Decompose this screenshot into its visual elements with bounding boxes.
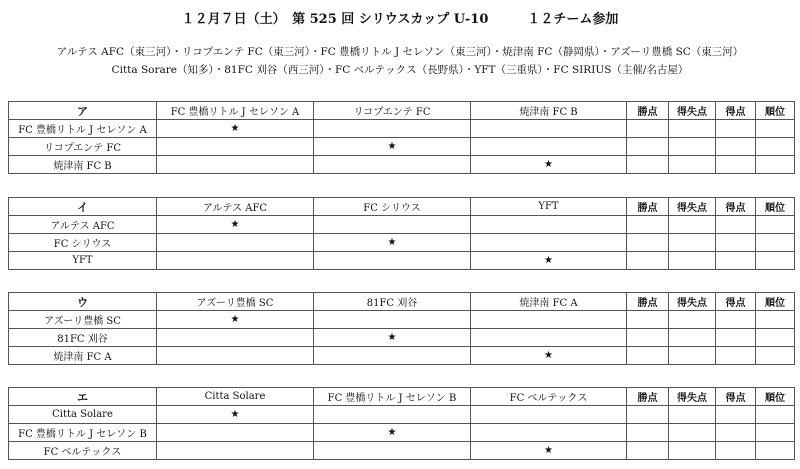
stat-cell	[669, 347, 716, 365]
stat-cell	[627, 216, 669, 234]
group-name: ア	[9, 102, 157, 120]
stat-header: 得点	[716, 198, 756, 216]
star-icon: ★	[544, 350, 553, 361]
table-row	[9, 442, 795, 460]
stat-header: 勝点	[627, 388, 669, 406]
group-table	[8, 197, 795, 270]
match-cell	[314, 311, 471, 329]
stat-header: 順位	[756, 388, 795, 406]
stat-header: 得失点	[669, 388, 716, 406]
self-match-cell	[471, 442, 627, 460]
match-cell	[157, 424, 314, 442]
stat-cell	[669, 138, 716, 156]
page-title: １２月７日（土） 第 525 回 シリウスカップ U-10 １２チーム参加	[181, 12, 619, 27]
column-team-name: YFT	[471, 198, 627, 216]
stat-cell	[716, 406, 756, 424]
self-match-cell	[157, 311, 314, 329]
group-table	[8, 292, 795, 365]
stat-header: 得失点	[669, 102, 716, 120]
stat-header: 得点	[716, 102, 756, 120]
stat-header: 勝点	[627, 102, 669, 120]
stat-cell	[669, 311, 716, 329]
stat-header: 順位	[756, 293, 795, 311]
stat-cell	[716, 252, 756, 270]
stat-cell	[627, 329, 669, 347]
stat-header: 得点	[716, 293, 756, 311]
row-team-name: FC ベルテックス	[9, 442, 157, 460]
star-icon: ★	[387, 141, 397, 152]
group-header-row	[9, 102, 795, 120]
stat-cell	[669, 234, 716, 252]
star-icon: ★	[230, 219, 240, 230]
column-team-name: FC ベルテックス	[471, 388, 627, 406]
match-cell	[471, 120, 627, 138]
stat-cell	[627, 138, 669, 156]
self-match-cell	[314, 424, 471, 442]
row-team-name: FC 豊橋リトル J セレソン B	[9, 424, 157, 442]
stat-header: 勝点	[627, 293, 669, 311]
row-team-name: 焼津南 FC A	[9, 347, 157, 365]
stat-cell	[716, 234, 756, 252]
stat-header: 得点	[716, 388, 756, 406]
stat-cell	[627, 252, 669, 270]
self-match-cell	[314, 138, 471, 156]
group-name: イ	[9, 198, 157, 216]
stat-cell	[756, 347, 795, 365]
match-cell	[314, 442, 471, 460]
stat-cell	[756, 311, 795, 329]
self-match-cell	[157, 120, 314, 138]
group-table	[8, 387, 795, 460]
stat-cell	[716, 216, 756, 234]
stat-cell	[716, 138, 756, 156]
row-team-name: アズーリ豊橋 SC	[9, 311, 157, 329]
stat-cell	[716, 329, 756, 347]
stat-header: 勝点	[627, 198, 669, 216]
row-team-name: YFT	[9, 252, 157, 270]
stat-cell	[627, 120, 669, 138]
stat-cell	[756, 329, 795, 347]
stat-cell	[669, 424, 716, 442]
match-cell	[471, 234, 627, 252]
row-team-name: アルテス AFC	[9, 216, 157, 234]
stat-cell	[716, 120, 756, 138]
match-cell	[471, 406, 627, 424]
match-cell	[471, 311, 627, 329]
stat-cell	[669, 442, 716, 460]
group-header-row	[9, 198, 795, 216]
star-icon: ★	[544, 255, 553, 266]
stat-cell	[756, 156, 795, 174]
stat-cell	[756, 120, 795, 138]
self-match-cell	[314, 329, 471, 347]
column-team-name: アズーリ豊橋 SC	[157, 293, 314, 311]
self-match-cell	[471, 252, 627, 270]
column-team-name: FC 豊橋リトル J セレソン A	[157, 102, 314, 120]
table-row	[9, 424, 795, 442]
stat-cell	[716, 156, 756, 174]
table-row	[9, 406, 795, 424]
participants-line-1: アルテス AFC（東三河）・リコプエンテ FC（東三河）・FC 豊橋リトル J セレソン（東三河）・焼津南 FC（静岡県）・アズーリ豊橋 SC（東三河）	[56, 46, 744, 58]
stat-cell	[627, 442, 669, 460]
row-team-name: リコプエンテ FC	[9, 138, 157, 156]
table-row	[9, 234, 795, 252]
table-row	[9, 156, 795, 174]
stat-cell	[756, 406, 795, 424]
star-icon: ★	[387, 427, 397, 438]
stat-header: 得失点	[669, 293, 716, 311]
stat-cell	[716, 347, 756, 365]
stat-cell	[669, 156, 716, 174]
match-cell	[471, 329, 627, 347]
match-cell	[157, 138, 314, 156]
star-icon: ★	[544, 159, 553, 170]
match-cell	[157, 347, 314, 365]
stat-cell	[669, 329, 716, 347]
star-icon: ★	[544, 445, 553, 456]
match-cell	[157, 329, 314, 347]
stat-cell	[669, 252, 716, 270]
stat-cell	[627, 311, 669, 329]
self-match-cell	[157, 406, 314, 424]
column-team-name: FC シリウス	[314, 198, 471, 216]
table-row	[9, 216, 795, 234]
row-team-name: 焼津南 FC B	[9, 156, 157, 174]
row-team-name: FC 豊橋リトル J セレソン A	[9, 120, 157, 138]
stat-cell	[756, 424, 795, 442]
column-team-name: 焼津南 FC A	[471, 293, 627, 311]
table-row	[9, 138, 795, 156]
stat-cell	[716, 442, 756, 460]
match-cell	[314, 216, 471, 234]
stat-cell	[756, 216, 795, 234]
table-row	[9, 120, 795, 138]
match-cell	[157, 156, 314, 174]
stat-cell	[627, 424, 669, 442]
star-icon: ★	[387, 237, 397, 248]
row-team-name: Citta Solare	[9, 406, 157, 424]
stat-cell	[716, 311, 756, 329]
stat-cell	[669, 120, 716, 138]
match-cell	[157, 442, 314, 460]
star-icon: ★	[230, 314, 240, 325]
self-match-cell	[471, 156, 627, 174]
column-team-name: リコプエンテ FC	[314, 102, 471, 120]
stat-cell	[716, 424, 756, 442]
self-match-cell	[471, 347, 627, 365]
stat-cell	[756, 252, 795, 270]
stat-header: 順位	[756, 198, 795, 216]
column-team-name: Citta Solare	[157, 388, 314, 406]
stat-cell	[627, 156, 669, 174]
match-cell	[314, 120, 471, 138]
table-row	[9, 311, 795, 329]
match-cell	[314, 406, 471, 424]
star-icon: ★	[387, 332, 397, 343]
group-header-row	[9, 388, 795, 406]
column-team-name: アルテス AFC	[157, 198, 314, 216]
column-team-name: 焼津南 FC B	[471, 102, 627, 120]
table-row	[9, 347, 795, 365]
stat-header: 順位	[756, 102, 795, 120]
stat-header: 得失点	[669, 198, 716, 216]
stat-cell	[627, 234, 669, 252]
match-cell	[314, 347, 471, 365]
group-header-row	[9, 293, 795, 311]
group-name: ウ	[9, 293, 157, 311]
match-cell	[471, 216, 627, 234]
group-table	[8, 101, 795, 174]
stat-cell	[627, 406, 669, 424]
self-match-cell	[157, 216, 314, 234]
table-row	[9, 329, 795, 347]
participants-line-2: Citta Sorare（知多）・81FC 刈谷（西三河）・FC ベルテックス（長野県）・YFT（三重県）・FC SIRIUS（主催/名古屋）	[111, 64, 689, 76]
stat-cell	[756, 138, 795, 156]
match-cell	[314, 156, 471, 174]
stat-cell	[756, 442, 795, 460]
star-icon: ★	[230, 123, 240, 134]
match-cell	[157, 252, 314, 270]
stat-cell	[627, 347, 669, 365]
stat-cell	[756, 234, 795, 252]
column-team-name: FC 豊橋リトル J セレソン B	[314, 388, 471, 406]
stat-cell	[669, 216, 716, 234]
row-team-name: FC シリウス	[9, 234, 157, 252]
table-row	[9, 252, 795, 270]
self-match-cell	[314, 234, 471, 252]
match-cell	[471, 138, 627, 156]
row-team-name: 81FC 刈谷	[9, 329, 157, 347]
group-name: エ	[9, 388, 157, 406]
match-cell	[157, 234, 314, 252]
star-icon: ★	[230, 409, 240, 420]
match-cell	[314, 252, 471, 270]
stat-cell	[669, 406, 716, 424]
column-team-name: 81FC 刈谷	[314, 293, 471, 311]
match-cell	[471, 424, 627, 442]
